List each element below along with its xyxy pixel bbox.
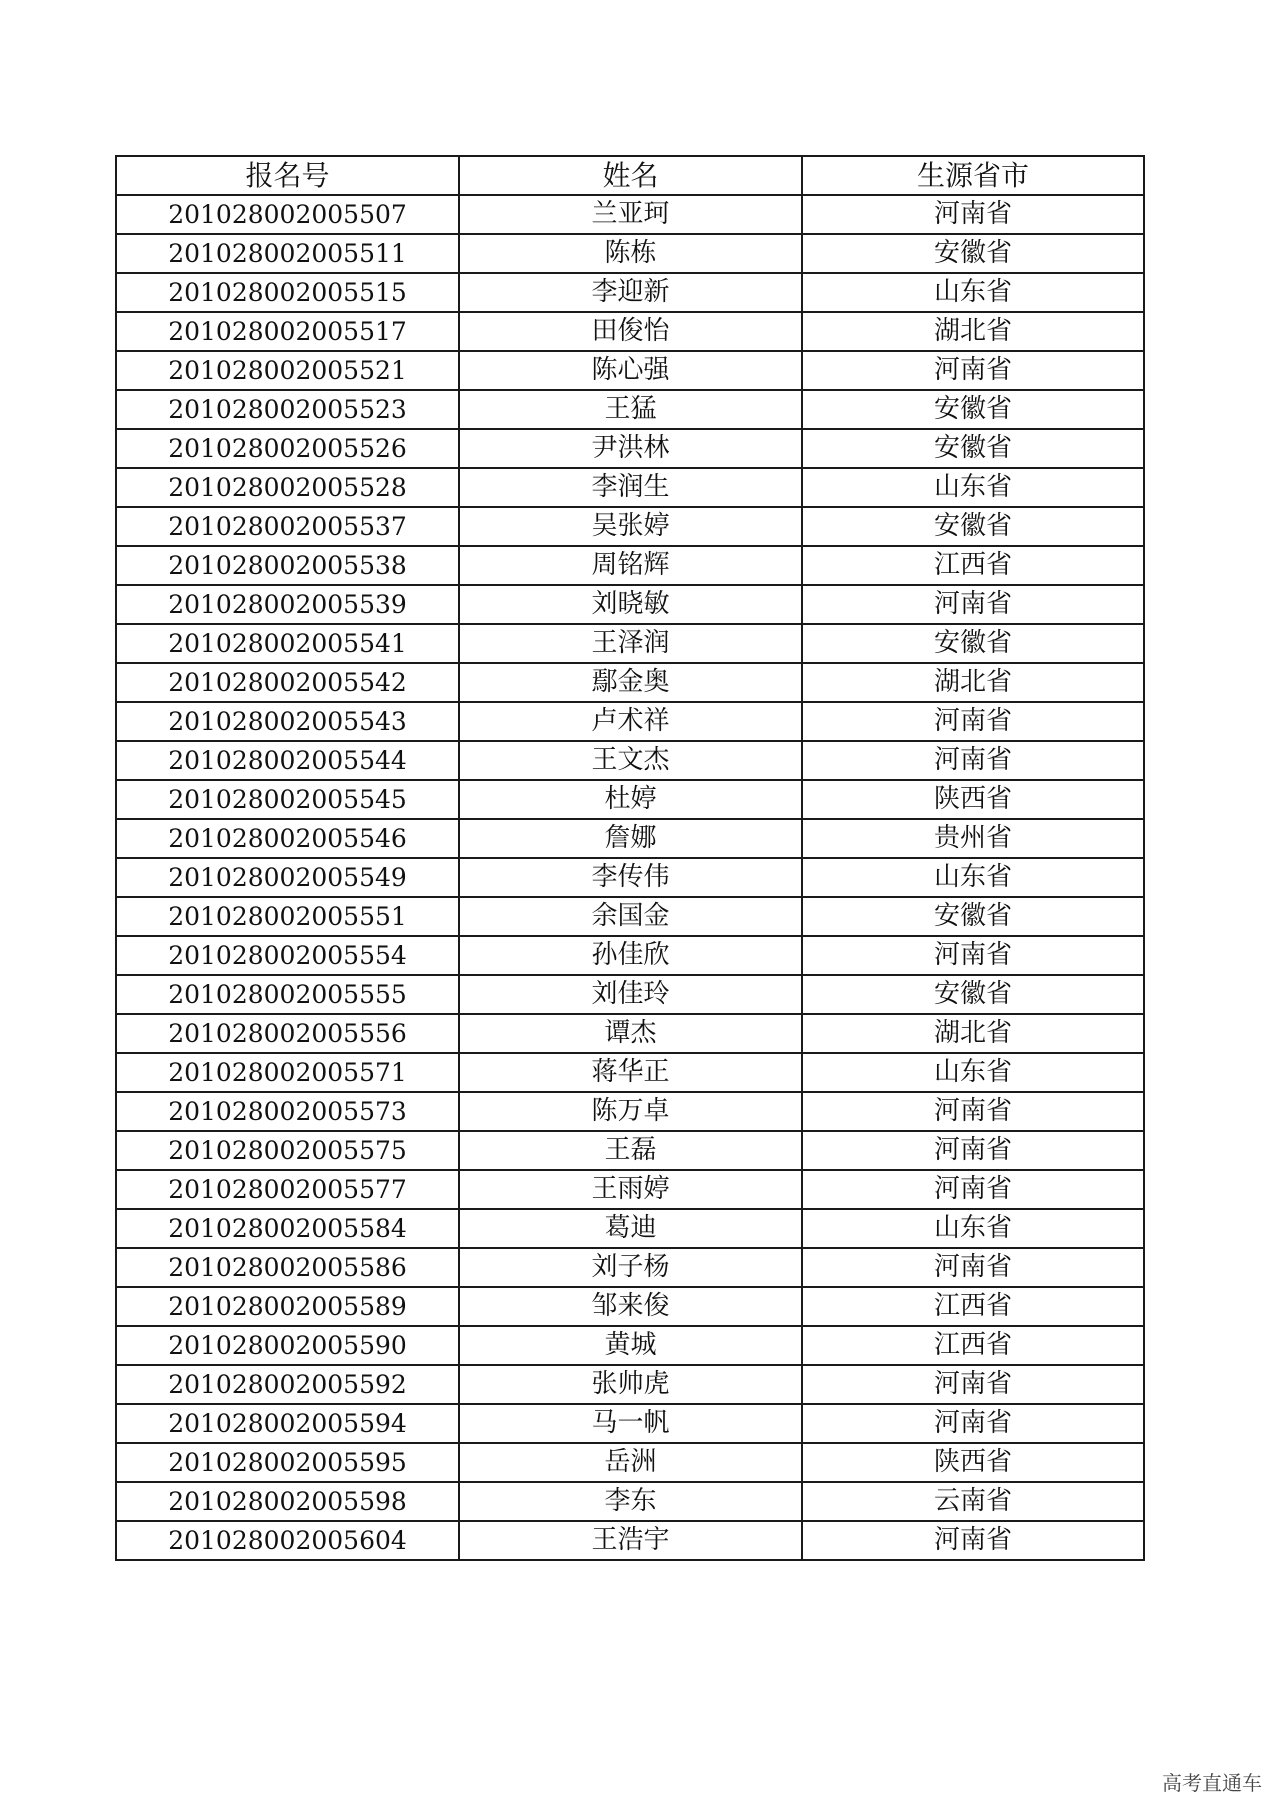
table-row bbox=[116, 1404, 1144, 1443]
registration-number-cell: 201028002005541 bbox=[116, 624, 459, 663]
origin-province-cell: 河南省 bbox=[802, 1131, 1144, 1170]
name-cell: 卢术祥 bbox=[459, 702, 802, 741]
name-cell: 兰亚珂 bbox=[459, 195, 802, 234]
name-cell: 孙佳欣 bbox=[459, 936, 802, 975]
registration-number-cell: 201028002005538 bbox=[116, 546, 459, 585]
origin-province-cell: 河南省 bbox=[802, 1092, 1144, 1131]
registration-number-cell: 201028002005594 bbox=[116, 1404, 459, 1443]
registration-number-cell: 201028002005592 bbox=[116, 1365, 459, 1404]
table-row bbox=[116, 195, 1144, 234]
name-cell: 詹娜 bbox=[459, 819, 802, 858]
registration-number-cell: 201028002005523 bbox=[116, 390, 459, 429]
registration-number-cell: 201028002005517 bbox=[116, 312, 459, 351]
table-row bbox=[116, 1482, 1144, 1521]
name-cell: 刘子杨 bbox=[459, 1248, 802, 1287]
table-row bbox=[116, 819, 1144, 858]
registration-number-cell: 201028002005590 bbox=[116, 1326, 459, 1365]
table-row bbox=[116, 1521, 1144, 1560]
registration-number-cell: 201028002005598 bbox=[116, 1482, 459, 1521]
header-origin-province: 生源省市 bbox=[802, 156, 1144, 195]
table-row bbox=[116, 234, 1144, 273]
origin-province-cell: 河南省 bbox=[802, 195, 1144, 234]
name-cell: 刘晓敏 bbox=[459, 585, 802, 624]
origin-province-cell: 河南省 bbox=[802, 702, 1144, 741]
table-row bbox=[116, 1287, 1144, 1326]
registration-number-cell: 201028002005545 bbox=[116, 780, 459, 819]
registration-number-cell: 201028002005546 bbox=[116, 819, 459, 858]
origin-province-cell: 陕西省 bbox=[802, 1443, 1144, 1482]
table-row bbox=[116, 1092, 1144, 1131]
name-cell: 谭杰 bbox=[459, 1014, 802, 1053]
origin-province-cell: 安徽省 bbox=[802, 429, 1144, 468]
name-cell: 葛迪 bbox=[459, 1209, 802, 1248]
name-cell: 尹洪林 bbox=[459, 429, 802, 468]
registration-number-cell: 201028002005521 bbox=[116, 351, 459, 390]
table-row bbox=[116, 975, 1144, 1014]
origin-province-cell: 河南省 bbox=[802, 936, 1144, 975]
name-cell: 鄢金奥 bbox=[459, 663, 802, 702]
registration-number-cell: 201028002005589 bbox=[116, 1287, 459, 1326]
name-cell: 李迎新 bbox=[459, 273, 802, 312]
origin-province-cell: 云南省 bbox=[802, 1482, 1144, 1521]
origin-province-cell: 山东省 bbox=[802, 858, 1144, 897]
name-cell: 蒋华正 bbox=[459, 1053, 802, 1092]
registration-number-cell: 201028002005515 bbox=[116, 273, 459, 312]
origin-province-cell: 河南省 bbox=[802, 741, 1144, 780]
name-cell: 马一帆 bbox=[459, 1404, 802, 1443]
table-row bbox=[116, 663, 1144, 702]
registration-number-cell: 201028002005511 bbox=[116, 234, 459, 273]
origin-province-cell: 河南省 bbox=[802, 1521, 1144, 1560]
header-name: 姓名 bbox=[459, 156, 802, 195]
origin-province-cell: 湖北省 bbox=[802, 1014, 1144, 1053]
table-row bbox=[116, 624, 1144, 663]
registration-number-cell: 201028002005554 bbox=[116, 936, 459, 975]
registration-number-cell: 201028002005526 bbox=[116, 429, 459, 468]
table-row bbox=[116, 1131, 1144, 1170]
registration-number-cell: 201028002005595 bbox=[116, 1443, 459, 1482]
origin-province-cell: 安徽省 bbox=[802, 624, 1144, 663]
header-registration-number: 报名号 bbox=[116, 156, 459, 195]
name-cell: 王文杰 bbox=[459, 741, 802, 780]
name-cell: 陈栋 bbox=[459, 234, 802, 273]
name-cell: 吴张婷 bbox=[459, 507, 802, 546]
table-row bbox=[116, 1170, 1144, 1209]
admission-roster-table bbox=[115, 155, 1145, 1561]
name-cell: 周铭辉 bbox=[459, 546, 802, 585]
table-row bbox=[116, 858, 1144, 897]
name-cell: 李润生 bbox=[459, 468, 802, 507]
table-row bbox=[116, 1326, 1144, 1365]
table-row bbox=[116, 936, 1144, 975]
origin-province-cell: 山东省 bbox=[802, 1053, 1144, 1092]
origin-province-cell: 河南省 bbox=[802, 1365, 1144, 1404]
name-cell: 刘佳玲 bbox=[459, 975, 802, 1014]
origin-province-cell: 河南省 bbox=[802, 585, 1144, 624]
registration-number-cell: 201028002005544 bbox=[116, 741, 459, 780]
registration-number-cell: 201028002005575 bbox=[116, 1131, 459, 1170]
name-cell: 王磊 bbox=[459, 1131, 802, 1170]
origin-province-cell: 山东省 bbox=[802, 468, 1144, 507]
origin-province-cell: 河南省 bbox=[802, 1170, 1144, 1209]
name-cell: 王泽润 bbox=[459, 624, 802, 663]
registration-number-cell: 201028002005539 bbox=[116, 585, 459, 624]
name-cell: 杜婷 bbox=[459, 780, 802, 819]
name-cell: 李东 bbox=[459, 1482, 802, 1521]
table-row bbox=[116, 1053, 1144, 1092]
origin-province-cell: 河南省 bbox=[802, 1404, 1144, 1443]
watermark-text: 高考直通车 bbox=[1162, 1771, 1262, 1795]
origin-province-cell: 河南省 bbox=[802, 351, 1144, 390]
registration-number-cell: 201028002005556 bbox=[116, 1014, 459, 1053]
name-cell: 陈心强 bbox=[459, 351, 802, 390]
registration-number-cell: 201028002005584 bbox=[116, 1209, 459, 1248]
name-cell: 邹来俊 bbox=[459, 1287, 802, 1326]
table-row bbox=[116, 312, 1144, 351]
table-row bbox=[116, 897, 1144, 936]
registration-number-cell: 201028002005528 bbox=[116, 468, 459, 507]
origin-province-cell: 江西省 bbox=[802, 1287, 1144, 1326]
name-cell: 田俊怡 bbox=[459, 312, 802, 351]
origin-province-cell: 安徽省 bbox=[802, 390, 1144, 429]
table-row bbox=[116, 273, 1144, 312]
table-row bbox=[116, 585, 1144, 624]
registration-number-cell: 201028002005543 bbox=[116, 702, 459, 741]
table-row bbox=[116, 780, 1144, 819]
table-row bbox=[116, 546, 1144, 585]
registration-number-cell: 201028002005555 bbox=[116, 975, 459, 1014]
table-row bbox=[116, 1209, 1144, 1248]
table-row bbox=[116, 1365, 1144, 1404]
table-row bbox=[116, 741, 1144, 780]
registration-number-cell: 201028002005542 bbox=[116, 663, 459, 702]
table-row bbox=[116, 1014, 1144, 1053]
name-cell: 李传伟 bbox=[459, 858, 802, 897]
origin-province-cell: 安徽省 bbox=[802, 897, 1144, 936]
registration-number-cell: 201028002005586 bbox=[116, 1248, 459, 1287]
name-cell: 黄城 bbox=[459, 1326, 802, 1365]
registration-number-cell: 201028002005549 bbox=[116, 858, 459, 897]
origin-province-cell: 江西省 bbox=[802, 1326, 1144, 1365]
origin-province-cell: 湖北省 bbox=[802, 663, 1144, 702]
origin-province-cell: 山东省 bbox=[802, 1209, 1144, 1248]
name-cell: 王雨婷 bbox=[459, 1170, 802, 1209]
registration-number-cell: 201028002005573 bbox=[116, 1092, 459, 1131]
table-row bbox=[116, 390, 1144, 429]
table-row bbox=[116, 507, 1144, 546]
table-row bbox=[116, 468, 1144, 507]
origin-province-cell: 安徽省 bbox=[802, 975, 1144, 1014]
header-row bbox=[116, 156, 1144, 195]
registration-number-cell: 201028002005577 bbox=[116, 1170, 459, 1209]
name-cell: 张帅虎 bbox=[459, 1365, 802, 1404]
name-cell: 王浩宇 bbox=[459, 1521, 802, 1560]
origin-province-cell: 贵州省 bbox=[802, 819, 1144, 858]
table-row bbox=[116, 429, 1144, 468]
table-row bbox=[116, 351, 1144, 390]
name-cell: 余国金 bbox=[459, 897, 802, 936]
table-row bbox=[116, 702, 1144, 741]
origin-province-cell: 湖北省 bbox=[802, 312, 1144, 351]
table-row bbox=[116, 1443, 1144, 1482]
name-cell: 陈万卓 bbox=[459, 1092, 802, 1131]
origin-province-cell: 安徽省 bbox=[802, 507, 1144, 546]
origin-province-cell: 河南省 bbox=[802, 1248, 1144, 1287]
registration-number-cell: 201028002005571 bbox=[116, 1053, 459, 1092]
registration-number-cell: 201028002005537 bbox=[116, 507, 459, 546]
registration-number-cell: 201028002005604 bbox=[116, 1521, 459, 1560]
origin-province-cell: 安徽省 bbox=[802, 234, 1144, 273]
roster-body bbox=[116, 195, 1144, 1560]
origin-province-cell: 江西省 bbox=[802, 546, 1144, 585]
name-cell: 王猛 bbox=[459, 390, 802, 429]
origin-province-cell: 陕西省 bbox=[802, 780, 1144, 819]
registration-number-cell: 201028002005507 bbox=[116, 195, 459, 234]
registration-number-cell: 201028002005551 bbox=[116, 897, 459, 936]
origin-province-cell: 山东省 bbox=[802, 273, 1144, 312]
name-cell: 岳洲 bbox=[459, 1443, 802, 1482]
table-row bbox=[116, 1248, 1144, 1287]
